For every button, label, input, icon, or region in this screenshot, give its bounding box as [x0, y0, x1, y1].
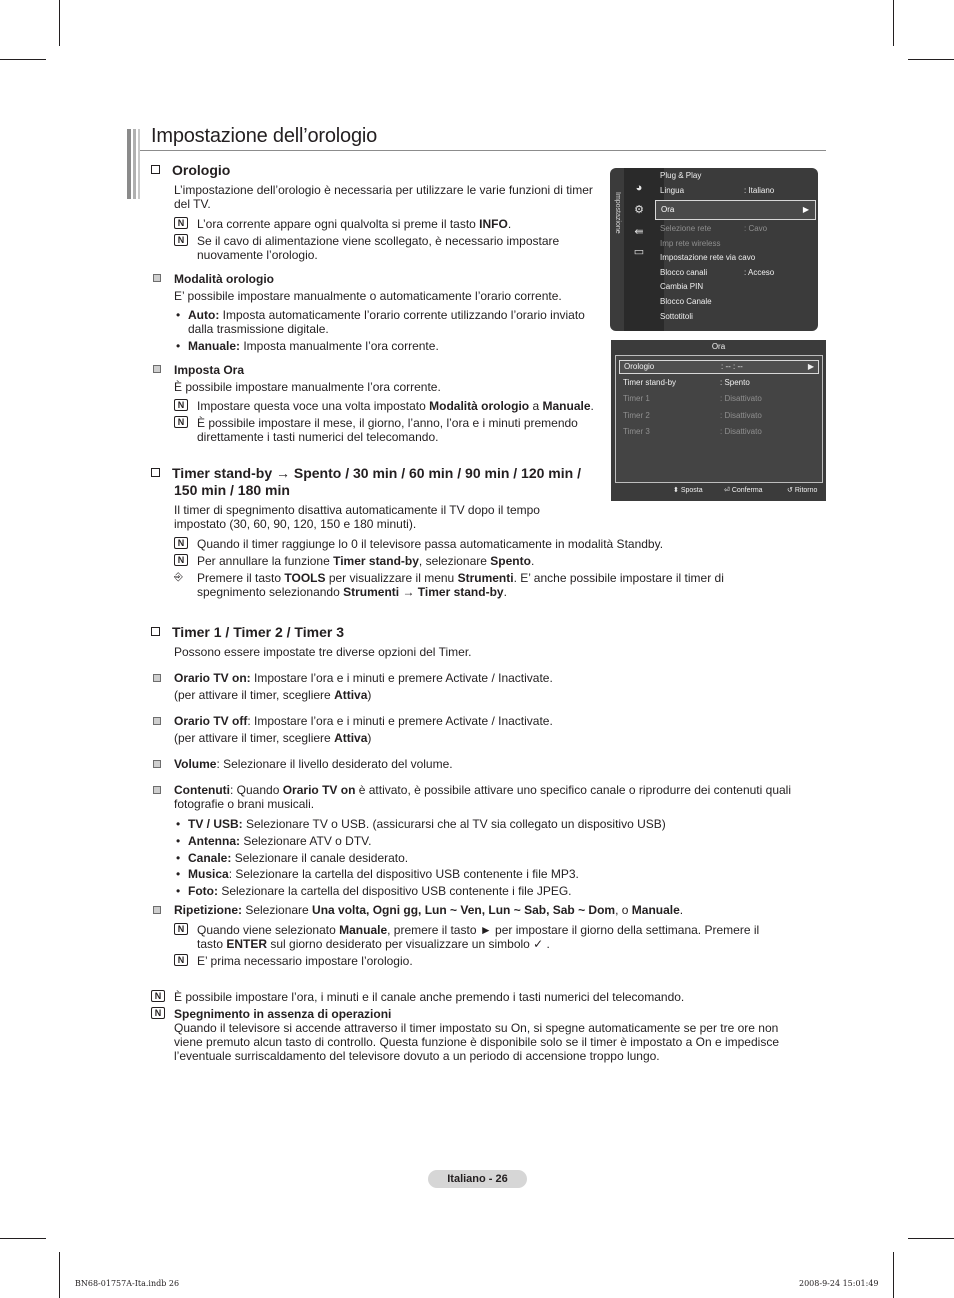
menu-panel [615, 355, 823, 483]
paragraph: Volume: Selezionare il livello desiderato del volume. [174, 757, 453, 771]
arrow-right-icon: ▶ [807, 362, 814, 371]
menu-item[interactable]: Lingua : Italiano [660, 186, 775, 195]
tools-icon: ⎆ [174, 571, 183, 583]
move-arrows-icon: ⬍ [673, 487, 679, 494]
note-icon: N [174, 954, 188, 966]
menu-item[interactable]: Selezione rete : Cavo [660, 224, 768, 233]
checkbox-icon [151, 468, 160, 477]
menu-item[interactable]: Timer 1 : Disattivato [623, 394, 762, 403]
note: N Se il cavo di alimentazione viene scollegato, è necessario impostare nuovamente l’orologio. [174, 234, 594, 262]
print-footer-right: 2008-9-24 15:01:49 [799, 1279, 879, 1288]
paragraph: (per attivare il timer, scegliere Attiva) [174, 731, 372, 745]
paragraph: Quando il televisore si accende attraverso il timer impostato su On, si spegne automaticamente se per tre ore non viene premuto alcun tasto di controllo. Questa funzione è disponibile solo se il timer è impostato a On e impedisce l’eventuale surriscaldamento del televisore dovuto a un periodo di accensione troppo lungo. [174, 1021, 779, 1063]
picture-icon: ◕ [635, 182, 643, 194]
square-bullet-icon [153, 365, 161, 373]
note-icon: N [174, 537, 188, 549]
crop-mark [59, 1252, 60, 1298]
checkbox-icon [151, 165, 160, 174]
menu-item[interactable]: Impostazione rete via cavo [660, 253, 756, 262]
list-item: • TV / USB: Selezionare TV o USB. (assicurarsi che al TV sia collegato un dispositivo USB) [176, 817, 796, 831]
crop-mark [59, 0, 60, 46]
paragraph: È possibile impostare manualmente l’ora corrente. [174, 380, 441, 394]
note: ⎆ Premere il tasto TOOLS per visualizzare il menu Strumenti. E’ anche possibile impostare il timer di spegnimento selezionando Strumenti → Timer stand-by. [174, 571, 724, 599]
note-icon: N [174, 399, 188, 411]
menu-item[interactable]: Sottotitoli [660, 312, 693, 321]
paragraph: Possono essere impostate tre diverse opzioni del Timer. [174, 645, 472, 659]
confirm-hint: ⏎ Conferma [724, 487, 763, 494]
orologio-intro: L’impostazione dell’orologio è necessaria per utilizzare le varie funzioni di timer del TV. [174, 183, 593, 211]
note: N Quando il timer raggiunge lo 0 il televisore passa automaticamente in modalità Standby. [174, 537, 784, 551]
input-icon: ⇚ [634, 226, 644, 238]
paragraph: Orario TV on: Impostare l’ora e i minuti e premere Activate / Inactivate. [174, 671, 553, 685]
print-footer-left: BN68-01757A-Ita.indb 26 [75, 1279, 180, 1288]
square-bullet-icon [153, 760, 161, 768]
list-item: • Canale: Selezionare il canale desiderato. [176, 851, 796, 865]
paragraph: E’ possibile impostare manualmente o automaticamente l’orario corrente. [174, 289, 562, 303]
note-icon: N [174, 234, 188, 246]
note-icon: N [151, 990, 165, 1002]
menu-item[interactable]: Imp rete wireless [660, 239, 721, 248]
enter-icon: ⏎ [724, 487, 730, 494]
note: N È possibile impostare il mese, il giorno, l’anno, l’ora e i minuti premendo direttamente i tasti numerici del telecomando. [174, 416, 594, 444]
list-item: • Musica: Selezionare la cartella del dispositivo USB contenente i file MP3. [176, 867, 796, 881]
note: N Per annullare la funzione Timer stand-by, selezionare Spento. [174, 554, 784, 568]
paragraph: Ripetizione: Selezionare Una volta, Ogni gg, Lun ~ Ven, Lun ~ Sab, Sab ~ Dom, o Manuale. [174, 903, 684, 917]
page-title: Impostazione dell’orologio [151, 125, 378, 147]
section-orologio-heading: Orologio [151, 162, 230, 179]
crop-mark [893, 1252, 894, 1298]
note: N È possibile impostare l’ora, i minuti e il canale anche premendo i tasti numerici del telecomando. [151, 990, 811, 1004]
title-rule [140, 150, 826, 151]
menu-item[interactable]: Timer 2 : Disattivato [623, 411, 762, 420]
arrow-right-icon: ▶ [802, 205, 809, 214]
note-icon: N [174, 923, 188, 935]
application-icon: ▭ [633, 246, 645, 258]
square-bullet-icon [153, 786, 161, 794]
move-hint: ⬍ Sposta [673, 487, 703, 494]
note: N E’ prima necessario impostare l’orologio. [174, 954, 784, 968]
return-hint: ↺ Ritorno [787, 487, 818, 494]
checkbox-icon [151, 627, 160, 636]
page-number-badge: Italiano - 26 [428, 1170, 527, 1188]
note-icon: N [174, 217, 188, 229]
section-standby-heading: Timer stand-by → Spento / 30 min / 60 min / 90 min / 120 min / 150 min / 180 min [151, 465, 591, 499]
square-bullet-icon [153, 674, 161, 682]
menu-item[interactable]: Timer 3 : Disattivato [623, 427, 762, 436]
menu-side-label: Impostazione [614, 192, 621, 234]
setup-menu-screenshot [610, 168, 818, 331]
note-icon: N [174, 554, 188, 566]
crop-mark [908, 1238, 954, 1239]
square-bullet-icon [153, 906, 161, 914]
subheading: Modalità orologio [174, 272, 274, 286]
menu-item[interactable]: Plug & Play [660, 171, 702, 180]
menu-item[interactable]: Cambia PIN [660, 282, 704, 291]
note: N Quando viene selezionato Manuale, premere il tasto ► per impostare il giorno della settimana. Premere il tasto ENTER sul giorno desiderato per visualizzare un simbolo ✓ . [174, 923, 784, 951]
note-icon: N [174, 416, 188, 428]
return-icon: ↺ [787, 487, 793, 494]
menu-item[interactable]: Blocco canali : Acceso [660, 268, 775, 277]
crop-mark [0, 1238, 46, 1239]
time-menu-screenshot [611, 340, 826, 501]
menu-title: Ora [711, 342, 726, 351]
crop-mark [908, 59, 954, 60]
menu-item-selected[interactable]: Orologio : -- : -- ▶ [619, 360, 819, 374]
note: N Impostare questa voce una volta impostato Modalità orologio a Manuale. [174, 399, 594, 413]
list-item: • Foto: Selezionare la cartella del dispositivo USB contenente i file JPEG. [176, 884, 796, 898]
note-icon: N [151, 1007, 165, 1019]
paragraph: Contenuti: Quando Orario TV on è attivato, è possibile attivare uno specifico canale o riprodurre dei contenuti quali fotografie o brani musicali. [174, 783, 791, 811]
note: N L’ora corrente appare ogni qualvolta si preme il tasto INFO. [174, 217, 594, 231]
gear-icon: ⚙ [634, 204, 644, 216]
crop-mark [0, 59, 46, 60]
list-item: • Manuale: Imposta manualmente l’ora corrente. [176, 339, 596, 353]
paragraph: Orario TV off: Impostare l’ora e i minuti e premere Activate / Inactivate. [174, 714, 553, 728]
square-bullet-icon [153, 274, 161, 282]
paragraph: Il timer di spegnimento disattiva automaticamente il TV dopo il tempo impostato (30, 60, 90, 120, 150 e 180 minuti). [174, 503, 540, 531]
menu-item-selected[interactable]: Ora ▶ [655, 200, 816, 220]
crop-mark [893, 0, 894, 46]
subheading: Imposta Ora [174, 363, 245, 377]
paragraph: (per attivare il timer, scegliere Attiva) [174, 688, 372, 702]
menu-item[interactable]: Timer stand-by : Spento [623, 378, 750, 387]
menu-item[interactable]: Blocco Canale [660, 297, 712, 306]
section-timers-heading: Timer 1 / Timer 2 / Timer 3 [151, 624, 344, 641]
list-item: • Antenna: Selezionare ATV o DTV. [176, 834, 796, 848]
square-bullet-icon [153, 717, 161, 725]
note: N Spegnimento in assenza di operazioni [151, 1007, 811, 1021]
list-item: • Auto: Imposta automaticamente l’orario corrente utilizzando l’orario inviato dalla trasmissione digitale. [176, 308, 596, 336]
